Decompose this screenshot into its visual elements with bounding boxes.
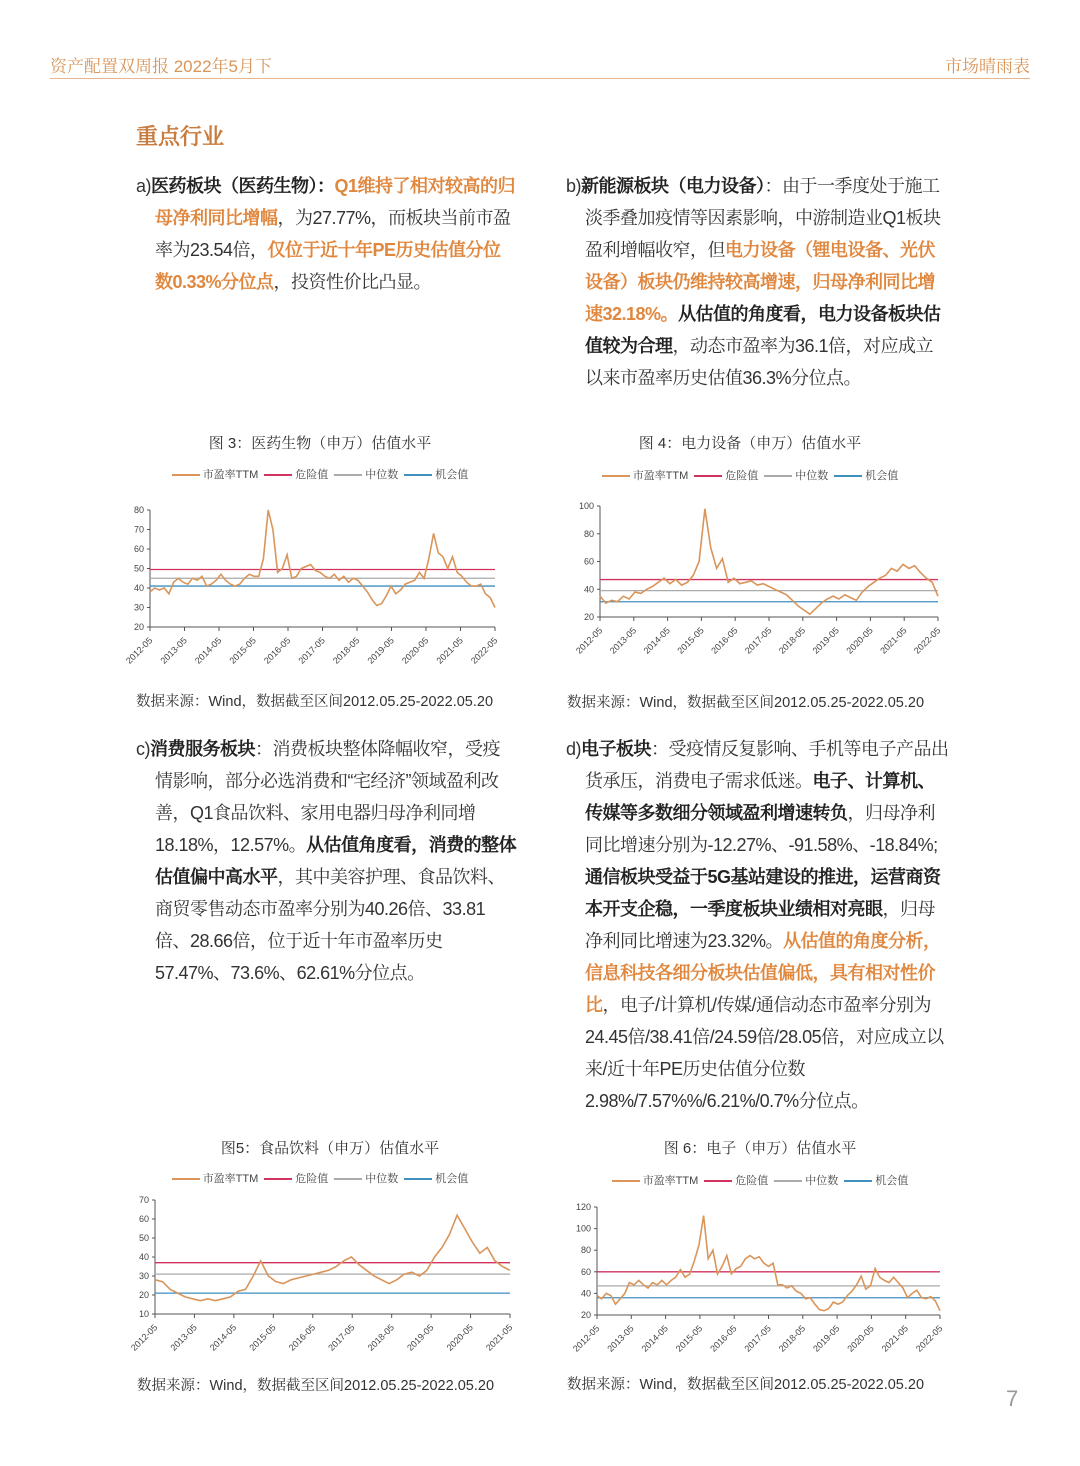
legend-swatch: [404, 1178, 432, 1180]
legend-item: [612, 1172, 699, 1188]
body-text: ，归母净利同比增速分别为-12.27%、-91.58%、-18.84%;: [585, 803, 938, 855]
x-tick-label: 2014-05: [192, 635, 224, 666]
legend-label: 中位数: [365, 1173, 399, 1185]
x-tick-label: 2016-05: [261, 635, 293, 666]
x-tick-label: 2019-05: [365, 635, 396, 666]
pe-ttm-series-line: [150, 510, 495, 608]
y-tick-label: 50: [133, 563, 144, 574]
legend-item: [764, 467, 828, 483]
body-text: ：消费板块整体降幅收窄，受疫情影响，部分必选消费和“宅经济”领域盈利改善，Q1食品饮料、家用电器归母净利同增18.18%，12.57%。: [155, 739, 500, 855]
x-tick-label: 2017-05: [742, 1323, 773, 1354]
y-tick-label: 10: [138, 1309, 149, 1319]
x-tick-label: 2013-05: [168, 1322, 199, 1353]
legend-item: [602, 467, 689, 483]
legend-swatch: [612, 1180, 640, 1182]
legend-swatch: [264, 1178, 292, 1180]
bold-text: 电子板块: [581, 739, 652, 759]
chart-legend: [560, 467, 940, 483]
x-tick-label: 2016-05: [709, 625, 740, 656]
x-tick-label: 2013-05: [158, 635, 189, 666]
highlight-text: 从估值的角度分析，信息科技各细分板块估值偏低，具有相对性价比: [585, 931, 941, 1015]
legend-label: 机会值: [435, 469, 469, 481]
legend-label: 危险值: [295, 1173, 329, 1185]
legend-item: [834, 467, 898, 483]
legend-label: 机会值: [435, 1173, 469, 1185]
y-tick-label: 70: [133, 524, 144, 535]
x-tick-label: 2019-05: [811, 1323, 842, 1354]
x-tick-label: 2017-05: [326, 1322, 357, 1353]
legend-label: 市盈率TTM: [202, 469, 259, 481]
bold-text: 从估值的角度看，电力设备板块估值较为合理: [585, 304, 941, 356]
legend-label: 机会值: [875, 1175, 909, 1187]
legend-swatch: [264, 474, 292, 476]
x-tick-label: 2015-05: [227, 635, 258, 666]
chart-source-caption: 数据来源：Wind，数据截至区间2012.05.25-2022.05.20: [137, 1378, 495, 1394]
section-title: 重点行业: [136, 124, 225, 149]
legend-label: 危险值: [735, 1175, 769, 1187]
x-tick-label: 2020-05: [844, 625, 875, 656]
valuation-line-chart: [120, 500, 515, 677]
header-report-title: 资产配置双周报 2022年5月下: [50, 57, 272, 76]
x-tick-label: 2012-05: [570, 1323, 602, 1354]
body-text: ：受疫情反复影响、手机等电子产品出货承压，消费电子需求低迷。: [585, 739, 949, 791]
body-text: ，投资性价比凸显。: [273, 272, 432, 292]
x-tick-label: 2013-05: [607, 625, 639, 656]
y-tick-label: 40: [138, 1252, 149, 1262]
header-divider: [50, 78, 1030, 79]
x-tick-label: 2016-05: [708, 1323, 739, 1354]
x-tick-label: 2013-05: [605, 1323, 636, 1354]
legend-item: [694, 467, 758, 483]
legend-item: [264, 1170, 328, 1186]
pe-ttm-series-line: [155, 1215, 510, 1301]
body-text: c): [136, 739, 150, 759]
legend-swatch: [172, 474, 200, 476]
legend-swatch: [774, 1180, 802, 1182]
body-text: ，归母净利同比增速为23.32%。: [585, 899, 935, 951]
body-text: ，动态市盈率为36.1倍，对应成立以来市盈率历史估值36.3%分位点。: [585, 336, 934, 388]
chart-source-caption: 数据来源：Wind，数据截至区间2012.05.25-2022.05.20: [136, 694, 494, 710]
x-tick-label: 2021-05: [878, 625, 909, 656]
valuation-line-chart: [570, 496, 958, 667]
bold-text: 医药板块（医药生物）：: [151, 176, 335, 196]
header-section-name: 市场晴雨表: [945, 57, 1030, 76]
legend-swatch: [694, 475, 722, 477]
legend-item: [264, 466, 328, 482]
x-tick-label: 2018-05: [330, 635, 362, 666]
paragraph-consumer: [136, 733, 517, 989]
legend-swatch: [704, 1180, 732, 1182]
legend-item: [774, 1172, 838, 1188]
highlight-text: 仅位于近十年PE历史估值分位数0.33%分位点: [155, 240, 501, 292]
chart-legend: [570, 1172, 950, 1188]
legend-label: 市盈率TTM: [642, 1175, 699, 1187]
x-tick-label: 2014-05: [207, 1322, 239, 1353]
y-tick-label: 80: [580, 1245, 591, 1256]
body-text: ：由于一季度处于施工淡季叠加疫情等因素影响，中游制造业Q1板块盈利增幅收窄，但: [585, 176, 941, 260]
legend-label: 市盈率TTM: [632, 470, 689, 482]
x-tick-label: 2012-05: [128, 1322, 160, 1353]
legend-item: [844, 1172, 908, 1188]
chart-legend: [130, 1170, 510, 1186]
x-tick-label: 2021-05: [434, 635, 465, 666]
y-tick-label: 30: [133, 602, 144, 613]
y-tick-label: 60: [133, 544, 144, 554]
legend-item: [404, 466, 468, 482]
x-tick-label: 2018-05: [365, 1322, 397, 1353]
bold-text: 电子、计算机、传媒等多数细分领域盈利增速转负: [585, 771, 935, 823]
legend-label: 中位数: [365, 469, 399, 481]
legend-item: [172, 1170, 259, 1186]
legend-item: [334, 1170, 398, 1186]
pe-ttm-series-line: [600, 509, 938, 614]
y-tick-label: 100: [578, 501, 594, 511]
chart-title: 图 4：电力设备（申万）估值水平: [560, 432, 940, 453]
x-tick-label: 2022-05: [913, 1323, 945, 1354]
legend-swatch: [844, 1180, 872, 1182]
body-text: a): [136, 176, 152, 196]
x-tick-label: 2020-05: [444, 1322, 475, 1353]
x-tick-label: 2019-05: [810, 625, 842, 656]
x-tick-label: 2022-05: [911, 625, 943, 656]
legend-swatch: [404, 474, 432, 476]
legend-swatch: [334, 1178, 362, 1180]
paragraph-new-energy: [566, 170, 947, 394]
legend-swatch: [834, 475, 862, 477]
chart-source-caption: 数据来源：Wind，数据截至区间2012.05.25-2022.05.20: [567, 1377, 925, 1393]
x-tick-label: 2018-05: [776, 625, 808, 656]
legend-label: 中位数: [805, 1175, 839, 1187]
y-tick-label: 60: [138, 1214, 149, 1224]
legend-swatch: [334, 474, 362, 476]
y-tick-label: 20: [138, 1290, 149, 1300]
bold-text: 通信板块受益于5G基站建设的推进，运营商资本开支企稳，一季度板块业绩相对亮眼: [585, 867, 941, 919]
body-text: b): [566, 176, 582, 196]
y-tick-label: 40: [580, 1288, 591, 1299]
x-tick-label: 2017-05: [742, 625, 774, 656]
legend-item: [334, 466, 398, 482]
x-tick-label: 2018-05: [776, 1323, 808, 1354]
legend-label: 机会值: [865, 470, 899, 482]
body-text: ，其中美容护理、食品饮料、商贸零售动态市盈率分别为40.26倍、33.81倍、28.66倍，位于近十年市盈率历史57.47%、73.6%、62.61%分位点。: [155, 867, 505, 983]
legend-label: 中位数: [795, 470, 829, 482]
highlight-text: Q1维持了相对较高的归母净利同比增幅: [155, 176, 516, 228]
paragraph-electronics: [566, 733, 949, 1117]
y-tick-label: 20: [133, 622, 144, 632]
chart-title: 图 6：电子（申万）估值水平: [570, 1137, 950, 1158]
x-tick-label: 2020-05: [845, 1323, 876, 1354]
chart-source-caption: 数据来源：Wind，数据截至区间2012.05.25-2022.05.20: [567, 695, 925, 711]
y-tick-label: 20: [583, 612, 594, 622]
x-tick-label: 2012-05: [123, 635, 155, 666]
body-text: ，电子/计算机/传媒/通信动态市盈率分别为24.45倍/38.41倍/24.59倍/28.05倍，对应成立以来/近十年PE历史估值分位数2.98%/7.57%%/6.21%/0.7%分位点。: [585, 995, 944, 1111]
pe-ttm-series-line: [597, 1216, 940, 1311]
x-tick-label: 2015-05: [673, 1323, 705, 1354]
x-tick-label: 2019-05: [405, 1322, 436, 1353]
legend-swatch: [602, 475, 630, 477]
y-tick-label: 60: [583, 556, 594, 567]
legend-item: [404, 1170, 468, 1186]
valuation-line-chart: [125, 1190, 530, 1364]
legend-swatch: [764, 475, 792, 477]
x-tick-label: 2020-05: [399, 635, 431, 666]
x-tick-label: 2016-05: [286, 1322, 318, 1353]
x-tick-label: 2015-05: [247, 1322, 278, 1353]
chart-title: 图5：食品饮料（申万）估值水平: [140, 1137, 520, 1158]
legend-item: [704, 1172, 768, 1188]
x-tick-label: 2017-05: [296, 635, 327, 666]
chart-legend: [130, 466, 510, 482]
valuation-line-chart: [567, 1197, 960, 1365]
x-tick-label: 2022-05: [468, 635, 500, 666]
legend-item: [172, 466, 259, 482]
x-tick-label: 2012-05: [573, 625, 605, 656]
paragraph-pharma: [136, 170, 517, 298]
highlight-text: 电力设备（锂电设备、光伏设备）板块仍维持较高增速，归母净利同比增速32.18%。: [585, 240, 935, 324]
bold-text: 从估值角度看，消费的整体估值偏中高水平: [155, 835, 517, 887]
bold-text: 新能源板块（电力设备）: [581, 176, 765, 196]
x-tick-label: 2015-05: [675, 625, 706, 656]
y-tick-label: 20: [580, 1310, 591, 1320]
y-tick-label: 40: [583, 584, 594, 595]
y-tick-label: 70: [138, 1195, 149, 1205]
legend-label: 危险值: [725, 470, 759, 482]
page-number: 7: [1006, 1386, 1019, 1411]
bold-text: 消费服务板块: [150, 739, 255, 759]
legend-swatch: [172, 1178, 200, 1180]
x-tick-label: 2021-05: [483, 1322, 515, 1353]
body-text: ，为27.77%，而板块当前市盈率为23.54倍，: [155, 208, 511, 260]
y-tick-label: 30: [138, 1271, 149, 1281]
y-tick-label: 80: [133, 505, 144, 515]
x-tick-label: 2021-05: [879, 1323, 911, 1354]
y-tick-label: 50: [138, 1233, 149, 1243]
chart-title: 图 3：医药生物（申万）估值水平: [130, 432, 510, 453]
x-tick-label: 2014-05: [641, 625, 673, 656]
y-tick-label: 120: [575, 1202, 591, 1212]
legend-label: 市盈率TTM: [202, 1173, 259, 1185]
x-tick-label: 2014-05: [639, 1323, 671, 1354]
body-text: d): [566, 739, 582, 759]
y-tick-label: 100: [575, 1223, 591, 1234]
y-tick-label: 40: [133, 583, 144, 593]
legend-label: 危险值: [295, 469, 329, 481]
y-tick-label: 60: [580, 1266, 591, 1277]
y-tick-label: 80: [583, 528, 594, 539]
